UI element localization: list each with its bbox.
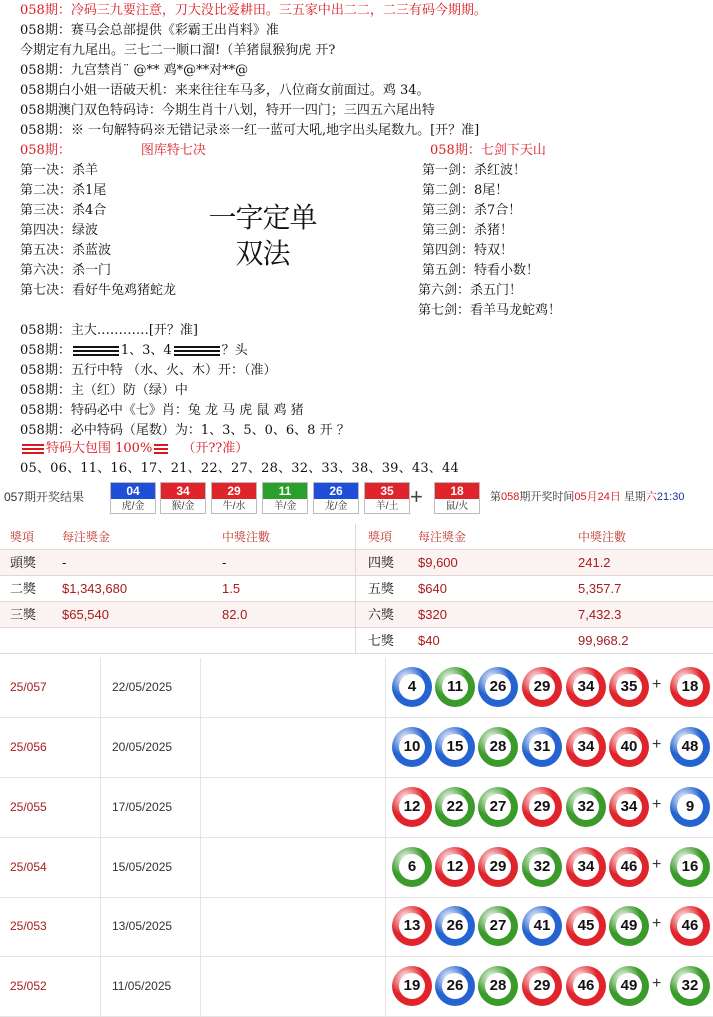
ball-number: 41	[529, 913, 555, 939]
special-ball	[670, 727, 710, 767]
draw-label: 057期开奖结果	[4, 490, 85, 504]
ball-number: 34	[573, 734, 599, 760]
ball-number: 16	[677, 854, 703, 880]
lottery-ball	[435, 847, 475, 887]
ball-number: 11	[442, 674, 468, 700]
left-item	[20, 282, 176, 300]
issue-prefix: 058期：	[20, 63, 71, 78]
lottery-ball	[435, 727, 475, 767]
special-ball	[670, 667, 710, 707]
lottery-ball	[478, 906, 518, 946]
column-separator	[385, 778, 386, 838]
ball-number: 26	[442, 913, 468, 939]
mid-line-5: 058期：特码必中《七》肖：兔 龙 马 虎 鼠 鸡 猪	[20, 403, 304, 418]
item-label: 第七决：	[20, 283, 73, 298]
line-text: 今期定有九尾出。三七二一顺口溜!（羊猪鼠猴狗虎 开?	[20, 43, 336, 58]
prize-amount: $1,343,680	[62, 581, 128, 596]
prize-amount: $640	[418, 581, 447, 596]
draw-ball	[364, 482, 410, 514]
result-date: 17/05/2025	[112, 800, 173, 814]
lottery-ball	[522, 727, 562, 767]
ball-number: 4	[399, 674, 425, 700]
lottery-ball	[566, 787, 606, 827]
ball-number: 26	[314, 483, 358, 499]
result-issue: 25/052	[10, 979, 47, 993]
ball-number: 31	[529, 734, 555, 760]
item-value: 杀羊	[72, 163, 99, 178]
ball-zodiac: 龙/金	[324, 501, 348, 512]
line-2	[20, 22, 279, 40]
column-separator	[200, 718, 201, 778]
column-separator	[100, 838, 101, 898]
line-text: 白小姐一语破天机：来来往往车马多，八位商女前面过。鸡 34。	[57, 83, 430, 98]
item-label: 第七剑：	[418, 303, 471, 318]
ball-number: 35	[365, 483, 409, 499]
lottery-ball	[522, 966, 562, 1006]
lottery-ball	[478, 847, 518, 887]
ball-number: 48	[677, 734, 703, 760]
mid-line-2	[20, 342, 248, 360]
column-separator	[385, 838, 386, 898]
ball-number: 18	[435, 483, 479, 499]
prize-amount: $320	[418, 607, 447, 622]
lottery-ball	[435, 787, 475, 827]
column-separator	[100, 897, 101, 957]
lottery-ball	[566, 727, 606, 767]
plus-sign: +	[652, 736, 662, 753]
ball-zodiac: 羊/金	[273, 501, 297, 512]
line-1	[20, 2, 487, 20]
lottery-ball	[522, 787, 562, 827]
prize-count: 82.0	[222, 607, 248, 622]
item-value: 杀红波！	[474, 163, 527, 178]
prize-row	[0, 602, 713, 628]
result-date: 15/05/2025	[112, 860, 173, 874]
column-separator	[200, 778, 201, 838]
prize-count: 99,968.2	[578, 633, 629, 648]
item-label: 第五决：	[20, 243, 73, 258]
result-date: 20/05/2025	[112, 740, 173, 754]
plus-sign: +	[652, 796, 662, 813]
ball-number: 49	[616, 973, 642, 999]
header-cell: 每注獎金	[418, 530, 467, 544]
right-item	[422, 222, 513, 240]
item-value: 看好牛兔鸡猪蛇龙	[72, 283, 177, 298]
plus-sign: +	[652, 856, 662, 873]
left-heading	[20, 142, 206, 160]
ball-zodiac: 猴/金	[171, 501, 195, 512]
prize-amount: $40	[418, 633, 440, 648]
item-value: 杀4合	[72, 203, 107, 218]
lottery-ball	[392, 966, 432, 1006]
line-text: 冷码三九要注意，刀大没比爱耕田。三五家中出二二，二三有码今期期。	[70, 3, 487, 18]
lottery-ball	[609, 906, 649, 946]
item-value: 特双！	[474, 243, 514, 258]
special-ball	[670, 906, 710, 946]
draw-ball	[211, 482, 257, 514]
lottery-ball	[609, 667, 649, 707]
column-separator	[100, 658, 101, 718]
ball-number: 26	[442, 973, 468, 999]
prize-name: 二獎	[10, 581, 37, 596]
head-numbers: 1、3、4	[120, 343, 172, 358]
draw-ball	[262, 482, 308, 514]
result-issue: 25/053	[10, 919, 47, 933]
item-label: 第四决：	[20, 223, 73, 238]
next-draw-info	[490, 488, 684, 504]
column-separator	[200, 838, 201, 898]
prize-name: 七獎	[368, 633, 395, 648]
line-5	[20, 82, 430, 100]
column-separator	[100, 778, 101, 838]
left-item	[20, 242, 111, 260]
item-value: 看羊马龙蛇鸡！	[470, 303, 562, 318]
ball-number: 27	[485, 913, 511, 939]
ball-number: 29	[529, 794, 555, 820]
line-4	[20, 62, 248, 80]
left-item	[20, 222, 98, 240]
ball-number: 27	[485, 794, 511, 820]
column-separator	[200, 957, 201, 1017]
lottery-ball	[392, 667, 432, 707]
issue-prefix: 058期：	[20, 143, 71, 158]
numbers-line: 05、06、11、16、17、21、22、27、28、32、33、38、39、43、44	[20, 461, 459, 476]
lottery-ball	[478, 727, 518, 767]
lottery-ball	[435, 906, 475, 946]
prize-name: 三獎	[10, 607, 37, 622]
item-label: 第一剑：	[422, 163, 475, 178]
prize-count: 1.5	[222, 581, 241, 596]
bar-decoration	[73, 346, 119, 356]
prize-name: 五獎	[368, 581, 395, 596]
info-prefix: 第	[490, 491, 501, 503]
result-row	[0, 778, 713, 838]
prize-name: 頭獎	[10, 555, 37, 570]
issue-prefix: 058期：	[20, 343, 71, 358]
result-date: 11/05/2025	[112, 979, 172, 993]
result-issue: 25/055	[10, 800, 47, 814]
prize-amount: -	[62, 555, 67, 570]
ball-number: 32	[677, 973, 703, 999]
ball-number: 28	[485, 973, 511, 999]
prize-amount: $65,540	[62, 607, 109, 622]
plus-sign: +	[652, 975, 662, 992]
left-item	[20, 202, 106, 220]
info-time: 21:30	[656, 491, 685, 503]
issue-prefix: 058期：	[20, 123, 71, 138]
right-item	[422, 162, 526, 180]
result-row	[0, 957, 713, 1017]
ball-number: 15	[442, 734, 468, 760]
ball-number: 11	[263, 483, 307, 499]
draw-ball	[313, 482, 359, 514]
ball-number: 34	[161, 483, 205, 499]
info-issue: 058	[501, 491, 520, 503]
right-item	[422, 242, 513, 260]
right-heading	[430, 142, 546, 160]
line-3	[20, 42, 335, 60]
ball-number: 46	[677, 913, 703, 939]
draw-ball	[110, 482, 156, 514]
right-item	[422, 182, 508, 200]
prize-count: -	[222, 555, 227, 570]
ball-zodiac: 虎/金	[121, 501, 145, 512]
line-7	[20, 122, 479, 140]
item-label: 第五剑：	[422, 263, 475, 278]
lottery-ball	[478, 966, 518, 1006]
right-heading-title: 七剑下天山	[480, 143, 546, 158]
mid-line-1: 058期：主大…………[开？准]	[20, 323, 198, 338]
column-separator	[385, 718, 386, 778]
item-value: 特看小数！	[474, 263, 540, 278]
result-row	[0, 658, 713, 718]
column-separator	[200, 897, 201, 957]
header-cell: 中獎注數	[578, 530, 627, 544]
info-week-label: 星期	[620, 491, 646, 503]
ball-zodiac: 牛/水	[222, 501, 246, 512]
column-separator	[385, 957, 386, 1017]
column-separator	[100, 957, 101, 1017]
result-issue: 25/056	[10, 740, 47, 754]
line-text: 赛马会总部提供《彩霸王出肖料》准	[70, 23, 279, 38]
item-value: 杀蓝波	[72, 243, 112, 258]
lottery-ball	[522, 906, 562, 946]
info-mid: 期开奖时间	[519, 491, 575, 503]
lottery-ball	[478, 787, 518, 827]
ball-number: 26	[485, 674, 511, 700]
ball-zodiac: 羊/土	[375, 501, 399, 512]
ball-number: 6	[399, 854, 425, 880]
plus-sign: +	[410, 484, 423, 509]
right-item	[422, 202, 521, 220]
lottery-ball	[478, 667, 518, 707]
prize-count: 7,432.3	[578, 607, 622, 622]
prize-row	[0, 628, 713, 654]
issue-prefix: 058期：	[20, 23, 71, 38]
item-value: 杀五门！	[470, 283, 523, 298]
bar-decoration	[22, 444, 44, 454]
left-heading-title: 图库特七决	[140, 143, 206, 158]
draw-special-ball	[434, 482, 480, 514]
right-item	[418, 302, 561, 320]
line-text: ※ 一句解特码※无错记录※一红一蓝可大吼,地字出头尾数九。[开？准]	[70, 123, 480, 138]
ball-number: 35	[616, 674, 642, 700]
line-text: 九宫禁肖¨ @** 鸡*@**对**@	[70, 63, 249, 78]
ball-number: 34	[573, 854, 599, 880]
lottery-ball	[522, 847, 562, 887]
head-suffix: ？头	[221, 343, 248, 358]
ball-number: 12	[399, 794, 425, 820]
ball-number: 34	[573, 674, 599, 700]
surround-tail: （开??准）	[182, 441, 249, 456]
result-issue: 25/057	[10, 680, 47, 694]
mid-line-6: 058期：必中特码（尾数）为：1、3、5、0、6、8 开 ？	[20, 423, 350, 438]
header-cell: 每注獎金	[62, 530, 111, 544]
item-label: 第一决：	[20, 163, 73, 178]
item-label: 第三剑：	[422, 223, 475, 238]
column-separator	[100, 718, 101, 778]
item-value: 8尾！	[474, 183, 509, 198]
lottery-ball	[566, 667, 606, 707]
lottery-ball	[522, 667, 562, 707]
bar-decoration	[174, 346, 220, 356]
lottery-ball	[392, 847, 432, 887]
special-ball	[670, 787, 710, 827]
item-value: 绿波	[72, 223, 99, 238]
lottery-ball	[392, 906, 432, 946]
prize-row	[0, 576, 713, 602]
left-item	[20, 182, 106, 200]
surround-title: 特码大包围 100%	[46, 441, 153, 456]
header-cell: 中獎注數	[222, 530, 271, 544]
prize-count: 241.2	[578, 555, 611, 570]
draw-ball	[160, 482, 206, 514]
ball-number: 40	[616, 734, 642, 760]
header-cell: 獎項	[368, 530, 393, 544]
draw-result-bar	[0, 478, 713, 518]
ball-number: 45	[573, 913, 599, 939]
ball-number: 18	[677, 674, 703, 700]
result-date: 22/05/2025	[112, 680, 173, 694]
ball-number: 46	[573, 973, 599, 999]
ball-number: 32	[529, 854, 555, 880]
plus-sign: +	[652, 915, 662, 932]
item-value: 杀猪！	[474, 223, 514, 238]
left-item	[20, 262, 111, 280]
item-label: 第二剑：	[422, 183, 475, 198]
result-issue: 25/054	[10, 860, 47, 874]
prize-amount: $9,600	[418, 555, 458, 570]
prize-name: 四獎	[368, 555, 395, 570]
ball-number: 29	[529, 973, 555, 999]
lottery-ball	[435, 667, 475, 707]
column-divider	[355, 524, 356, 654]
line-6	[20, 102, 435, 120]
lottery-ball	[392, 787, 432, 827]
result-date: 13/05/2025	[112, 919, 173, 933]
ball-number: 10	[399, 734, 425, 760]
info-week: 六	[645, 491, 657, 503]
ball-zodiac: 鼠/火	[445, 501, 469, 512]
ball-number: 22	[442, 794, 468, 820]
ball-number: 46	[616, 854, 642, 880]
ball-number: 28	[485, 734, 511, 760]
item-label: 第三决：	[20, 203, 73, 218]
mid-line-4: 058期：主（红）防（绿）中	[20, 383, 188, 398]
issue-prefix: 058期：	[20, 3, 71, 18]
item-label: 第六剑：	[418, 283, 471, 298]
item-label: 第二决：	[20, 183, 73, 198]
info-date: 05月24日	[574, 491, 621, 503]
column-separator	[385, 897, 386, 957]
issue-prefix: 058期	[20, 83, 58, 98]
prize-header-row	[0, 524, 713, 550]
mid-line-7	[20, 440, 248, 458]
special-ball	[670, 847, 710, 887]
right-item	[418, 282, 522, 300]
ball-number: 12	[442, 854, 468, 880]
ball-number: 34	[616, 794, 642, 820]
result-row	[0, 718, 713, 778]
ball-number: 49	[616, 913, 642, 939]
lottery-ball	[566, 847, 606, 887]
header-cell: 獎項	[10, 530, 35, 544]
item-label: 第六决：	[20, 263, 73, 278]
ball-number: 32	[573, 794, 599, 820]
issue-prefix: 058期	[20, 103, 58, 118]
column-separator	[200, 658, 201, 718]
ball-number: 19	[399, 973, 425, 999]
ball-number: 29	[212, 483, 256, 499]
lottery-ball	[566, 966, 606, 1006]
issue-prefix: 058期：	[430, 143, 481, 158]
plus-sign: +	[652, 676, 662, 693]
prize-count: 5,357.7	[578, 581, 622, 596]
center-title: 一字定单双法	[208, 201, 317, 270]
bar-decoration	[154, 444, 168, 454]
lottery-ball	[609, 847, 649, 887]
result-row	[0, 838, 713, 898]
ball-number: 29	[529, 674, 555, 700]
prize-row	[0, 550, 713, 576]
item-value: 杀一门	[72, 263, 112, 278]
ball-number: 29	[485, 854, 511, 880]
lottery-ball	[566, 906, 606, 946]
ball-number: 04	[111, 483, 155, 499]
ball-number: 13	[399, 913, 425, 939]
ball-number: 9	[677, 794, 703, 820]
left-item	[20, 162, 98, 180]
special-ball	[670, 966, 710, 1006]
item-value: 杀7合！	[474, 203, 522, 218]
lottery-ball	[609, 787, 649, 827]
right-item	[422, 262, 539, 280]
lottery-ball	[435, 966, 475, 1006]
item-label: 第四剑：	[422, 243, 475, 258]
line-text: 澳门双色特码诗：今期生肖十八划，特开一四门；三四五六尾出特	[57, 103, 435, 118]
column-separator	[385, 658, 386, 718]
item-value: 杀1尾	[72, 183, 107, 198]
mid-line-3: 058期：五行中特 （水、火、木）开：（准）	[20, 363, 277, 378]
lottery-ball	[609, 966, 649, 1006]
lottery-ball	[609, 727, 649, 767]
lottery-ball	[392, 727, 432, 767]
item-label: 第三剑：	[422, 203, 475, 218]
prize-name: 六獎	[368, 607, 395, 622]
result-row	[0, 897, 713, 957]
